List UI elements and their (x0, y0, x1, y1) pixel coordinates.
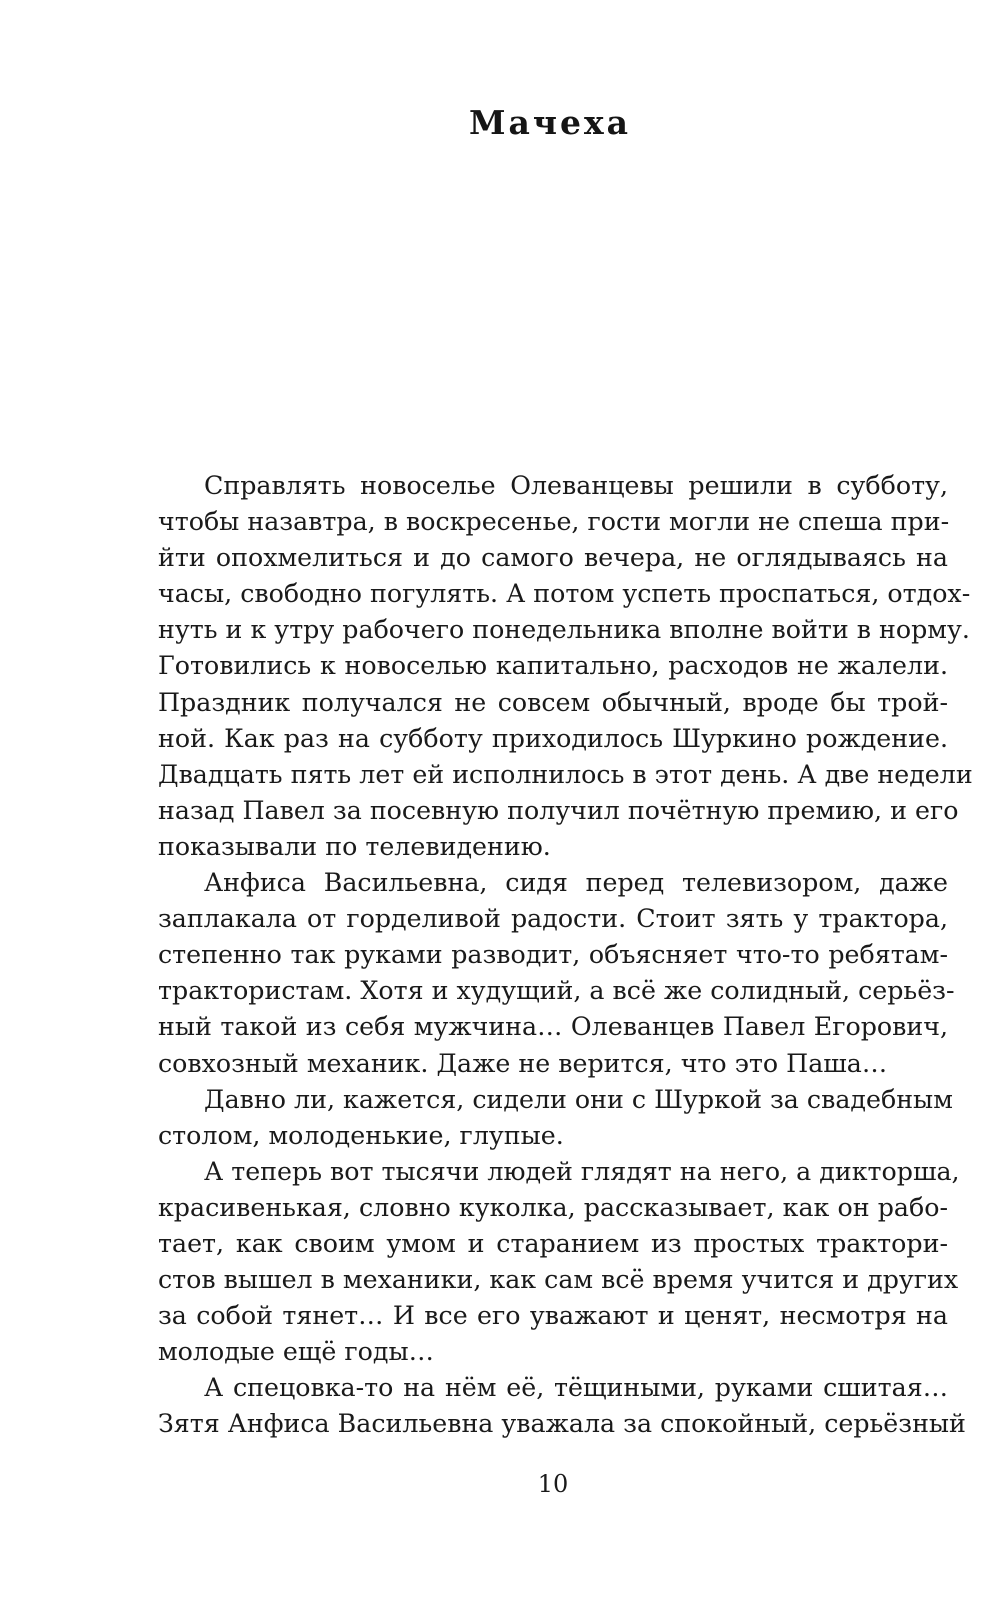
text-line: Справлять новоселье Олеванцевы решили в субботу, (204, 471, 948, 500)
paragraph (158, 865, 955, 1082)
text-line: Анфиса Васильевна, сидя перед телевизором, даже (204, 868, 948, 898)
text-line: стов вышел в механики, как сам всё время учится и других (158, 1265, 959, 1295)
paragraph (158, 1370, 966, 1442)
paragraph (158, 468, 973, 865)
text-line: показывали по телевидению. (158, 831, 551, 861)
text-line: Давно ли, кажется, сидели они с Шуркой за свадебным (204, 1084, 953, 1114)
text-line: Готовились к новоселью капитально, расходов не жалели. (158, 651, 948, 681)
paragraph (158, 1154, 960, 1371)
text-line: ный такой из себя мужчина… Олеванцев Павел Егорович, (158, 1012, 948, 1042)
text-line: молодые ещё годы… (158, 1337, 434, 1367)
text-line: нуть и к утру рабочего понедельника вполне войти в норму. (158, 615, 970, 645)
text-line: чтобы назавтра, в воскресенье, гости могли не спеша при- (158, 507, 950, 537)
body-text (158, 468, 973, 1443)
text-line: за собой тянет… И все его уважают и ценят, несмотря на (158, 1301, 948, 1331)
text-line: Зятя Анфиса Васильевна уважала за спокойный, серьёзный (158, 1409, 966, 1439)
text-line: совхозный механик. Даже не верится, что это Паша… (158, 1048, 888, 1078)
text-line: столом, молоденькие, глупые. (158, 1120, 564, 1150)
page-number: 10 (537, 1470, 569, 1498)
text-line: назад Павел за посевную получил почётную премию, и его (158, 795, 959, 825)
text-line: заплакала от горделивой радости. Стоит зять у трактора, (158, 904, 948, 934)
text-line: А спецовка-то на нём её, тёщиными, руками сшитая… (204, 1373, 948, 1403)
text-line: йти опохмелиться и до самого вечера, не оглядываясь на (158, 543, 948, 573)
text-line: степенно так руками разводит, объясняет что-то ребятам- (158, 940, 948, 970)
text-line: Двадцать пять лет ей исполнилось в этот день. А две недели (158, 759, 973, 789)
text-line: трактористам. Хотя и худущий, а всё же солидный, серьёз- (158, 976, 955, 1006)
text-line: Праздник получался не совсем обычный, вроде бы трой- (158, 687, 948, 717)
text-line: часы, свободно погулять. А потом успеть проспаться, отдох- (158, 579, 971, 609)
text-line: красивенькая, словно куколка, рассказывает, как он рабо- (158, 1192, 948, 1222)
text-line: ной. Как раз на субботу приходилось Шуркино рождение. (158, 723, 948, 753)
chapter-title: Мачеха (468, 103, 632, 142)
paragraph (158, 1082, 953, 1154)
text-line: А теперь вот тысячи людей глядят на него, а дикторша, (204, 1156, 960, 1186)
text-line: тает, как своим умом и старанием из простых трактори- (158, 1228, 948, 1258)
